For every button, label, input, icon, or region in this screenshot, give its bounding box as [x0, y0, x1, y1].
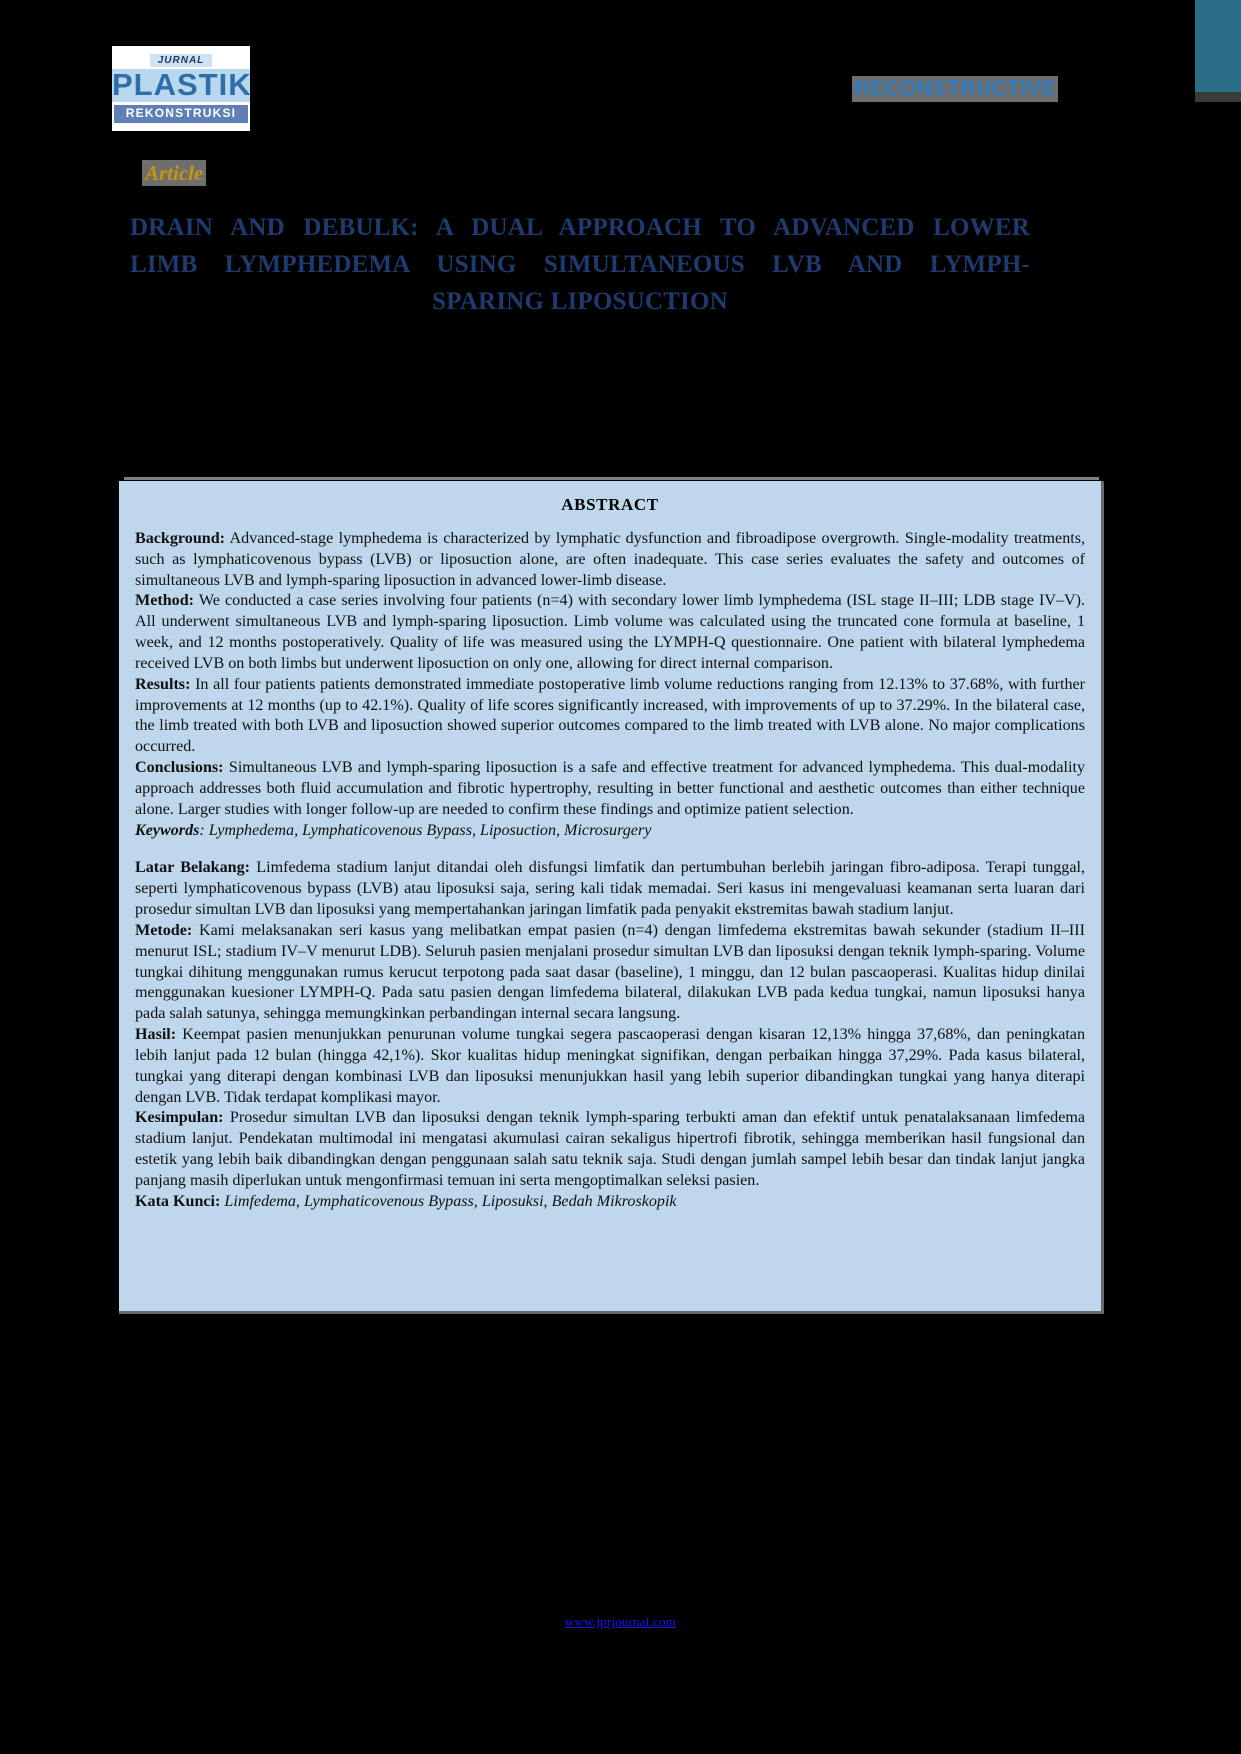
abstract-keywords-label-en: Keywords [135, 821, 200, 839]
title-line-1: DRAIN AND DEBULK: A DUAL APPROACH TO ADVANCED LOWER [130, 214, 1030, 241]
abstract-background-label-en: Background: [135, 530, 226, 547]
abstract-results-label-id: Hasil: [135, 1026, 177, 1044]
journal-logo [112, 46, 250, 131]
logo-plastik-label: PLASTIK [112, 67, 252, 103]
page-title [130, 210, 1030, 320]
abstract-conclusions-text-en: Simultaneous LVB and lymph-sparing liposuction is a safe and effective treatment for advanced lymphedema. This dual-modality approach addresses both fluid accumulation and fibrotic hypertrophy, resulting in better functional and aesthetic outcomes than either technique alone. Larger studies with longer follow-up are needed to confirm these findings and optimize patient selection. [135, 759, 1085, 818]
abstract-method-label-id: Metode: [135, 921, 193, 939]
abstract-keywords-en [135, 821, 1085, 842]
section-tag: RECONSTRUCTIVE [852, 76, 1058, 102]
logo-jurnal-label: JURNAL [150, 54, 213, 67]
abstract-results-text-id: Keempat pasien menunjukkan penurunan volume tungkai segera pascaoperasi dengan kisaran 12,13% hingga 37,68%, dan peningkatan lebih lanjut pada 12 bulan (hingga 42,1%). Skor kualitas hidup meningkat signifikan, dengan perbaikan hingga 37,29%. Pada kasus bilateral, tungkai yang diterapi dengan kombinasi LVB dan liposuksi menunjukkan hasil yang lebih superior dibandingkan tungkai yang hanya diterapi dengan LVB. Tidak terdapat komplikasi mayor. [135, 1026, 1085, 1106]
abstract-background-text-id: Limfedema stadium lanjut ditandai oleh disfungsi limfatik dan pertumbuhan berlebih jaringan fibro-adiposa. Terapi tunggal, seperti lymphaticovenous bypass (LVB) atau liposuksi saja, sering kali tidak memadai. Seri kasus ini mengevaluasi keamanan serta luaran dari prosedur simultan LVB dan liposuksi yang mempertahankan jaringan limfatik pada penyakit ekstremitas bawah stadium lanjut. [135, 859, 1085, 919]
abstract-keywords-label-id: Kata Kunci: [135, 1192, 221, 1210]
abstract-language-divider [135, 841, 1085, 858]
abstract-results-en [135, 675, 1085, 758]
abstract-conclusions-label-id: Kesimpulan: [135, 1109, 224, 1127]
footer-journal-link[interactable]: www.jprjournal.com [564, 1614, 677, 1629]
abstract-keywords-text-id: Limfedema, Lymphaticovenous Bypass, Liposuksi, Bedah Mikroskopik [220, 1192, 677, 1210]
abstract-background-en [135, 529, 1085, 591]
abstract-results-label-en: Results: [135, 675, 191, 693]
abstract-keywords-text-en: : Lymphedema, Lymphaticovenous Bypass, Liposuction, Microsurgery [199, 821, 652, 839]
abstract-results-id [135, 1025, 1085, 1108]
title-line-3: SPARING LIPOSUCTION [432, 287, 728, 315]
abstract-method-text-id: Kami melaksanakan seri kasus yang melibatkan empat pasien (n=4) dengan limfedema ekstremitas bawah sekunder (stadium II–III menurut ISL; stadium IV–V menurut LDB). Seluruh pasien menjalani prosedur simultan LVB dan liposuksi dengan teknik lymph-sparing. Volume tungkai dihitung menggunakan rumus kerucut terpotong pada saat dasar (baseline), 1 minggu, dan 12 bulan pascaoperasi. Kualitas hidup dinilai menggunakan kuesioner LYMPH-Q. Pada satu pasien dengan limfedema bilateral, dilakukan LVB pada kedua tungkai, namun liposuksi hanya pada salah satunya, sehingga memungkinkan perbandingan internal secara langsung. [135, 921, 1085, 1023]
abstract-panel [119, 481, 1104, 1314]
abstract-results-text-en: In all four patients patients demonstrated immediate postoperative limb volume reductions ranging from 12.13% to 37.68%, with further improvements at 12 months (up to 42.1%). Quality of life scores significantly increased, with improvements of up to 37.29%. In the bilateral case, the limb treated with both LVB and liposuction showed superior outcomes compared to the limb treated with LVB alone. No major complications occurred. [135, 675, 1085, 756]
abstract-method-id [135, 921, 1085, 1025]
title-line-2: LIMB LYMPHEDEMA USING SIMULTANEOUS LVB AND LYMPH- [130, 250, 1030, 278]
abstract-method-en [135, 591, 1085, 674]
abstract-background-text-en: Advanced-stage lymphedema is characterized by lymphatic dysfunction and fibroadipose overgrowth. Single-modality treatments, such as lymphaticovenous bypass (LVB) or liposuction alone, are often inadequate. This case series evaluates the safety and outcomes of simultaneous LVB and lymph-sparing liposuction in advanced lower-limb disease. [135, 530, 1085, 589]
abstract-conclusions-id [135, 1108, 1085, 1191]
logo-rekonstruksi-label: REKONSTRUKSI [114, 105, 248, 123]
article-type-label: Article [142, 160, 206, 186]
abstract-background-id [135, 858, 1085, 920]
abstract-conclusions-en [135, 758, 1085, 820]
abstract-conclusions-label-en: Conclusions: [135, 759, 224, 777]
abstract-background-label-id: Latar Belakang: [135, 859, 251, 877]
journal-masthead [0, 0, 1241, 150]
abstract-keywords-id [135, 1192, 1085, 1213]
abstract-method-label-en: Method: [135, 592, 194, 610]
abstract-method-text-en: We conducted a case series involving four patients (n=4) with secondary lower limb lymphedema (ISL stage II–III; LDB stage IV–V). All underwent simultaneous LVB and lymph-sparing liposuction. Limb volume was calculated using the truncated cone formula at baseline, 1 week, and 12 months postoperatively. Quality of life was measured using the LYMPH-Q questionnaire. One patient with bilateral lymphedema received LVB on both limbs but underwent liposuction on only one, allowing for direct internal comparison. [135, 592, 1085, 672]
abstract-top-rule [124, 477, 1099, 480]
abstract-heading: ABSTRACT [561, 495, 659, 514]
abstract-conclusions-text-id: Prosedur simultan LVB dan liposuksi dengan teknik lymph-sparing terbukti aman dan efektif untuk penatalaksanaan limfedema stadium lanjut. Pendekatan multimodal ini mengatasi akumulasi cairan sekaligus hipertrofi fibrotik, sehingga memberikan hasil fungsional dan estetik yang lebih baik dibandingkan dengan penggunaan salah satu teknik saja. Studi dengan jumlah sampel lebih besar dan tindak lanjut jangka panjang masih diperlukan untuk mengonfirmasi temuan ini serta mengoptimalkan seleksi pasien. [135, 1109, 1085, 1189]
